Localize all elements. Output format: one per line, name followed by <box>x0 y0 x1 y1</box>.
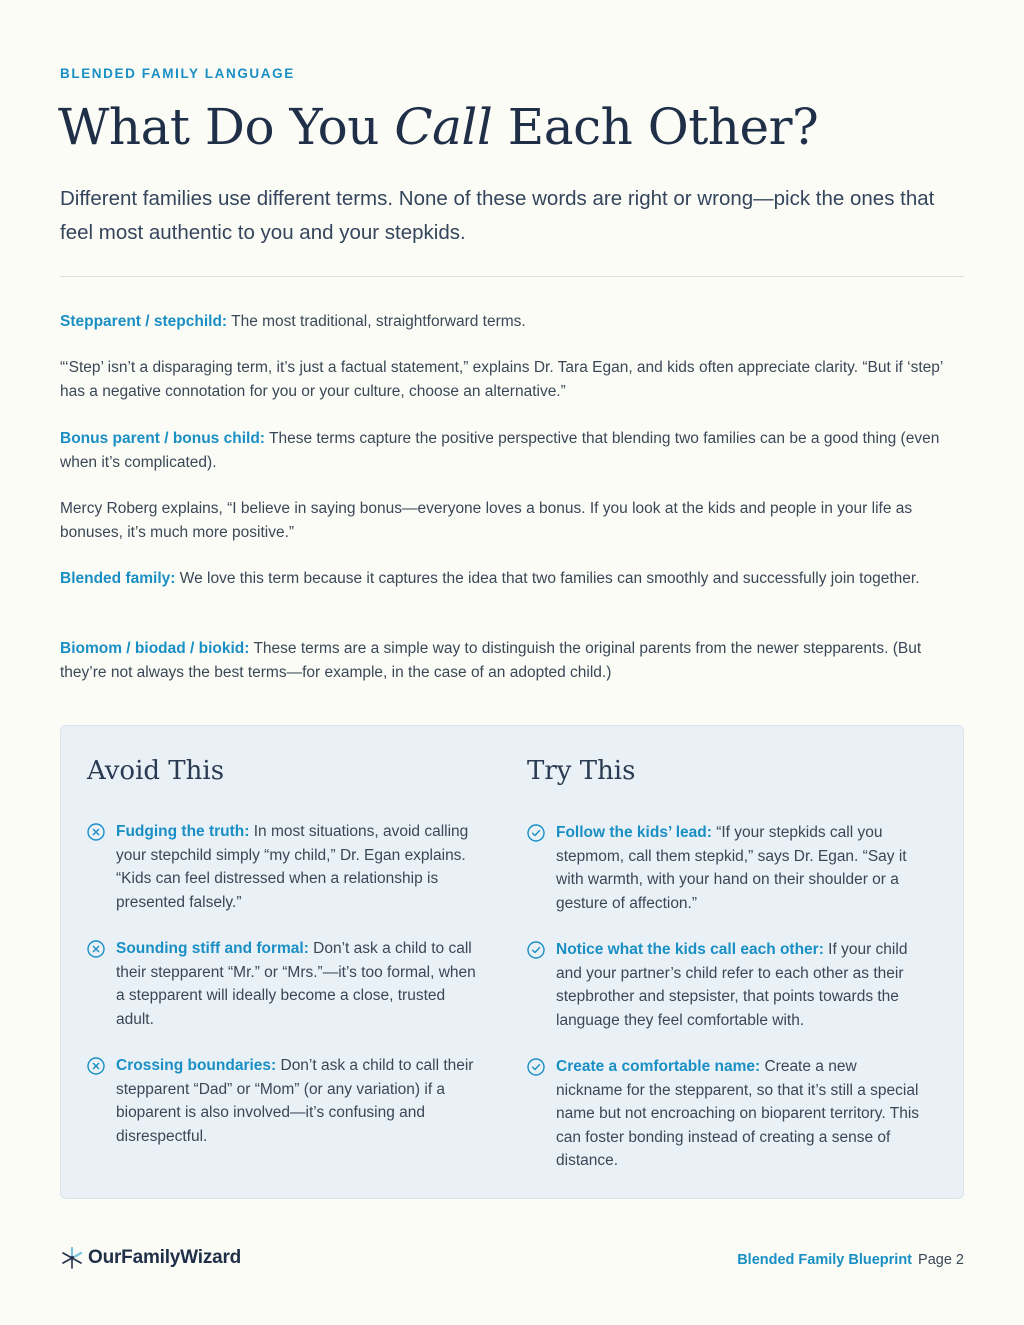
definition-text: Mercy Roberg explains, “I believe in saying bonus—everyone loves a bonus. If you look at the kids and people in your life as bonuses, it’s much more positive.” <box>60 500 913 541</box>
definition-item <box>60 497 964 544</box>
x-circle-icon <box>87 940 105 958</box>
page-title <box>58 98 818 156</box>
definition-item <box>60 310 526 334</box>
avoid-item-term: Fudging the truth: <box>116 823 250 840</box>
definition-term: Bonus parent / bonus child: <box>60 430 265 447</box>
try-item-body: “If your stepkids call you stepmom, call them stepkid,” says Dr. Egan. “Say it with warmth, with your hand on their shoulder or a gesture of affection.” <box>556 824 907 912</box>
try-item-body: Create a new nickname for the stepparent, so that it’s still a special name but not encroaching on bioparent territory. This can foster bonding instead of creating a sense of distance. <box>556 1058 920 1169</box>
footer-meta <box>737 1252 964 1268</box>
definition-text: “‘Step’ isn’t a disparaging term, it’s just a factual statement,” explains Dr. Tara Egan, and kids often appreciate clarity. “But if ‘step’ has a negative connotation for you or your culture, choose an alternative.” <box>60 359 943 400</box>
definition-text: The most traditional, straightforward terms. <box>227 313 526 330</box>
try-heading: Try This <box>527 756 636 786</box>
definition-text: These terms are a simple way to distinguish the original parents from the newer stepparents. (But they’re not always the best terms—for example, in the case of an adopted child.) <box>60 640 922 681</box>
try-item <box>527 1055 927 1173</box>
logo <box>60 1246 241 1270</box>
avoid-item-term: Sounding stiff and formal: <box>116 940 309 957</box>
definition-text: We love this term because it captures the idea that two families can smoothly and successfully join together. <box>175 570 920 587</box>
x-circle-icon <box>87 823 105 841</box>
intro-paragraph: Different families use different terms. None of these words are right or wrong—pick the ones that feel most authentic to you and your stepkids. <box>60 187 935 244</box>
definition-term: Stepparent / stepchild: <box>60 313 228 330</box>
try-item <box>527 821 927 915</box>
definition-item <box>60 427 964 474</box>
try-item-term: Follow the kids’ lead: <box>556 824 712 841</box>
definition-text: These terms capture the positive perspective that blending two families can be a good thing (even when it’s complicated). <box>60 430 940 471</box>
page-number: Page 2 <box>918 1252 964 1268</box>
check-circle-icon <box>527 1058 545 1076</box>
avoid-item <box>87 1054 487 1148</box>
try-item-text <box>556 1055 927 1173</box>
title-part-2: Each Other? <box>492 98 819 156</box>
definition-term: Biomom / biodad / biokid: <box>60 640 250 657</box>
avoid-item-text <box>116 1054 487 1148</box>
definition-item <box>60 567 920 591</box>
definition-item <box>60 637 964 684</box>
avoid-item <box>87 937 487 1031</box>
document-title: Blended Family Blueprint <box>737 1252 913 1268</box>
try-item <box>527 938 927 1032</box>
divider <box>60 276 964 277</box>
avoid-item-text <box>116 937 487 1031</box>
x-circle-icon <box>87 1057 105 1075</box>
title-part-1: What Do You <box>58 98 395 156</box>
eyebrow: BLENDED FAMILY LANGUAGE <box>60 66 295 81</box>
try-item-text <box>556 938 927 1032</box>
star-logo-icon <box>60 1246 84 1270</box>
logo-wordmark: OurFamilyWizard <box>88 1247 242 1268</box>
definition-term: Blended family: <box>60 570 176 587</box>
title-emphasis: Call <box>394 98 493 156</box>
try-item-term: Notice what the kids call each other: <box>556 941 824 958</box>
avoid-item-body: Don’t ask a child to call their stepparent “Mr.” or “Mrs.”—it’s too formal, when a stepparent will ideally become a close, trusted adult. <box>116 940 476 1028</box>
avoid-item <box>87 820 487 914</box>
definition-item <box>60 356 964 403</box>
avoid-item-text <box>116 820 487 914</box>
try-item-text <box>556 821 927 915</box>
avoid-item-term: Crossing boundaries: <box>116 1057 277 1074</box>
try-item-body: If your child and your partner’s child refer to each other as their stepbrother and stepsister, that points towards the language they feel comfortable with. <box>556 941 908 1029</box>
avoid-item-body: Don’t ask a child to call their stepparent “Dad” or “Mom” (or any variation) if a bioparent is also involved—it’s confusing and disrespectful. <box>116 1057 474 1145</box>
check-circle-icon <box>527 824 545 842</box>
comparison-panel <box>60 725 964 1199</box>
try-item-term: Create a comfortable name: <box>556 1058 761 1075</box>
check-circle-icon <box>527 941 545 959</box>
avoid-item-body: In most situations, avoid calling your stepchild simply “my child,” Dr. Egan explains. “Kids can feel distressed when a relationship is presented falsely.” <box>116 823 469 911</box>
avoid-heading: Avoid This <box>87 756 225 786</box>
